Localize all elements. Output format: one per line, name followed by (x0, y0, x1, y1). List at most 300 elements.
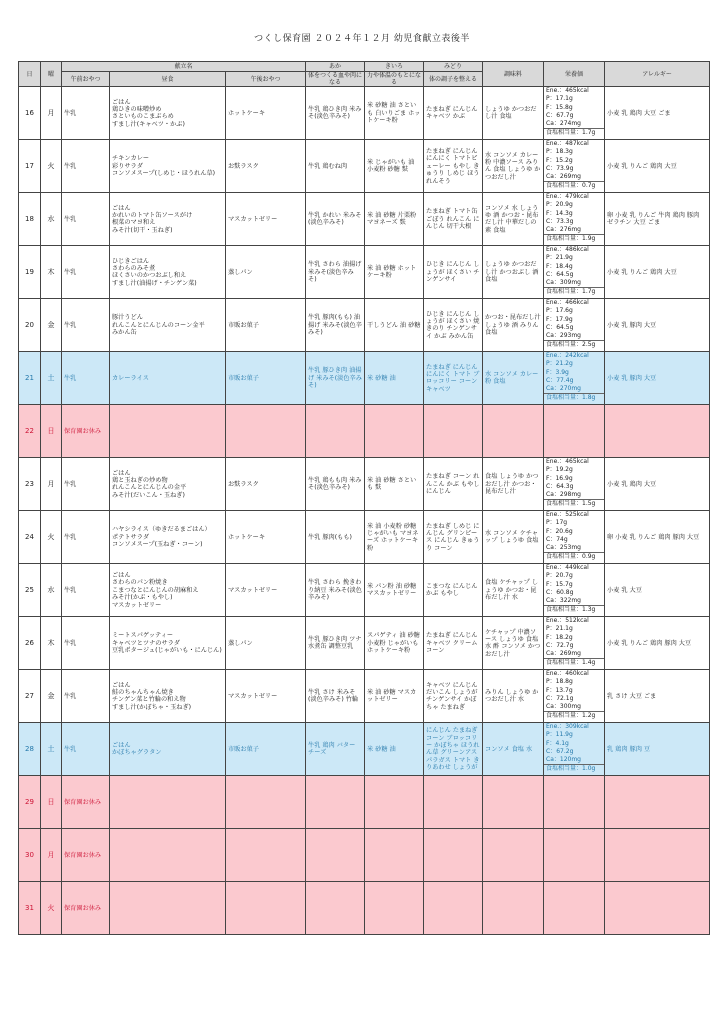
header-dow: 曜 (41, 62, 62, 87)
salt-equivalent: 食塩相当量：0.7g (544, 181, 604, 190)
lunch-dish: すまし汁(かぼちゃ・玉ねぎ) (112, 703, 192, 711)
table-row (19, 140, 710, 193)
red-foods-cell: 牛乳 鶏むね肉 (306, 140, 365, 193)
yellow-foods-cell: 米 砂糖 油 (365, 723, 424, 776)
nutrition-value: C：73.3g (546, 217, 574, 225)
nutrition-value: Ca：298mg (546, 490, 581, 498)
red-foods-cell: 牛乳 鶏もも肉 米みそ(淡色辛みそ) (306, 458, 365, 511)
red-foods-cell (306, 405, 365, 458)
nutrition-value: Ca：269mg (546, 649, 581, 657)
salt-equivalent: 食塩相当量：1.8g (544, 393, 604, 402)
lunch-dish: ハヤシライス（ゆきだるまごはん） (112, 526, 211, 534)
red-foods-cell: 牛乳 豚ひき肉 油揚げ 米みそ(淡色辛みそ) (306, 352, 365, 405)
allergy-cell (605, 405, 710, 458)
day-cell: 28 (19, 723, 41, 776)
nutrition-value: Ene.：486kcal (546, 246, 589, 254)
header-red-foods: 体をつくる血や肉になる (306, 72, 365, 87)
nutrition-cell (544, 882, 605, 935)
header-morning-snack: 午前おやつ (62, 72, 110, 87)
allergy-cell: 小麦 乳 りんご 鶏肉 大豆 (605, 140, 710, 193)
nutrition-value: Ca：253mg (546, 543, 581, 551)
nutrition-value: F：18.2g (546, 633, 573, 641)
header-row-1 (19, 62, 710, 72)
lunch-cell (110, 723, 226, 776)
table-row (19, 776, 710, 829)
yellow-foods-cell: 米 油 砂糖 さといも 麩 (365, 458, 424, 511)
salt-equivalent: 食塩相当量：1.5g (544, 499, 604, 508)
day-cell: 25 (19, 564, 41, 617)
yellow-foods-cell (365, 829, 424, 882)
header-day: 日 (19, 62, 41, 87)
allergy-cell (605, 882, 710, 935)
nutrition-value: F：17.9g (546, 315, 573, 323)
nutrition-value: F：15.8g (546, 103, 573, 111)
nutrition-value: P：17.1g (546, 95, 573, 103)
yellow-foods-cell: 米 油 砂糖 片栗粉 マヨネーズ 麩 (365, 193, 424, 246)
lunch-dish: ごはん (112, 741, 131, 749)
lunch-cell (110, 405, 226, 458)
nutrition-value: F：4.1g (546, 739, 569, 747)
weekday-cell: 月 (41, 829, 62, 882)
nutrition-value: Ca：322mg (546, 596, 581, 604)
lunch-dish: 根菜のマヨ和え (112, 219, 156, 227)
lunch-dish: すまし汁(キャベツ・かぶ) (112, 120, 185, 128)
green-foods-cell: たまねぎ トマト缶 ごぼう れんこん にんじん 切干大根 (424, 193, 483, 246)
lunch-dish: ごはん (112, 469, 131, 477)
nutrition-cell (544, 246, 605, 299)
nutrition-value: C：67.2g (546, 747, 574, 755)
nutrition-cell (544, 564, 605, 617)
yellow-foods-cell: 米 パン粉 油 砂糖 マスカットゼリー (365, 564, 424, 617)
header-red-group: あか (306, 62, 365, 72)
header-afternoon-snack: 午後おやつ (226, 72, 306, 87)
lunch-dish: こまつなとにんじんの胡麻和え (112, 586, 199, 594)
seasoning-cell: 食塩 しょうゆ かつおだし汁 かつお・昆布だし汁 (483, 458, 544, 511)
nutrition-value: P：21.2g (546, 360, 573, 368)
lunch-dish: れんこんとにんじんの金平 (112, 484, 187, 492)
lunch-dish: さといものこまぶらめ (112, 113, 174, 121)
lunch-dish: さわらのみそ煮 (112, 264, 156, 272)
red-foods-cell (306, 882, 365, 935)
lunch-dish: カレーライス (112, 374, 149, 382)
green-foods-cell: たまねぎ にんじん にんにく トマトピューレー もやし きゅうり しめじ ほうれんそう (424, 140, 483, 193)
lunch-cell (110, 564, 226, 617)
weekday-cell: 土 (41, 723, 62, 776)
yellow-foods-cell: 米 油 小麦粉 砂糖 じゃがいも マヨネーズ ホットケーキ粉 (365, 511, 424, 564)
afternoon-snack-cell: 蒸しパン (226, 617, 306, 670)
red-foods-cell: 牛乳 さわら 挽きわり納豆 米みそ(淡色辛みそ) (306, 564, 365, 617)
day-cell: 18 (19, 193, 41, 246)
table-row (19, 299, 710, 352)
table-row (19, 458, 710, 511)
nutrition-value: Ene.：242kcal (546, 352, 589, 360)
header-yellow-group: きいろ (365, 62, 424, 72)
seasoning-cell: コンソメ 食塩 水 (483, 723, 544, 776)
lunch-dish: ポテトサラダ (112, 533, 150, 541)
yellow-foods-cell: 米 油 砂糖 マスカットゼリー (365, 670, 424, 723)
nutrition-value: C：60.8g (546, 588, 574, 596)
afternoon-snack-cell (226, 829, 306, 882)
seasoning-cell (483, 882, 544, 935)
morning-snack-cell: 保育園お休み (62, 405, 110, 458)
nutrition-cell (544, 140, 605, 193)
nutrition-value: Ene.：487kcal (546, 140, 589, 148)
table-row (19, 617, 710, 670)
green-foods-cell: ひじき にんじん しょうが ほくさい 焼きのり チンゲンサイ かぶ みかん缶 (424, 299, 483, 352)
nutrition-value: Ca：293mg (546, 331, 581, 339)
yellow-foods-cell (365, 882, 424, 935)
afternoon-snack-cell: 市販お菓子 (226, 352, 306, 405)
lunch-dish: れんこんとにんじんのコーン金平 (112, 321, 205, 329)
lunch-cell (110, 140, 226, 193)
nutrition-value: Ene.：479kcal (546, 193, 589, 201)
lunch-dish: 鮭のちゃんちゃん焼き (112, 688, 174, 696)
lunch-dish: みそ汁(だいこん・玉ねぎ) (112, 491, 185, 499)
nutrition-value: Ca：276mg (546, 225, 581, 233)
nutrition-value: Ene.：465kcal (546, 458, 589, 466)
day-cell: 24 (19, 511, 41, 564)
header-green-foods: 体の調子を整える (424, 72, 483, 87)
nutrition-value: F：14.3g (546, 209, 573, 217)
seasoning-cell: しょうゆ かつおだし汁 かつおぶし 酒 食塩 (483, 246, 544, 299)
weekday-cell: 水 (41, 564, 62, 617)
allergy-cell: 小麦 乳 りんご 鶏肉 豚肉 大豆 (605, 617, 710, 670)
table-row (19, 511, 710, 564)
nutrition-value: C：64.5g (546, 323, 574, 331)
seasoning-cell (483, 405, 544, 458)
seasoning-cell: みりん しょうゆ かつおだし汁 水 (483, 670, 544, 723)
day-cell: 29 (19, 776, 41, 829)
table-row (19, 352, 710, 405)
day-cell: 22 (19, 405, 41, 458)
lunch-dish: ごはん (112, 681, 131, 689)
red-foods-cell (306, 829, 365, 882)
allergy-cell: 小麦 乳 りんご 鶏肉 大豆 (605, 246, 710, 299)
seasoning-cell: ケチャップ 中濃ソース しょうゆ 食塩 水 酢 コンソメ かつおだし汁 (483, 617, 544, 670)
nutrition-cell (544, 405, 605, 458)
nutrition-value: C：74g (546, 535, 568, 543)
green-foods-cell: キャベツ にんじん だいこん しょうが チンゲンサイ かぼちゃ たまねぎ (424, 670, 483, 723)
lunch-dish: みそ汁(かぶ・もやし) (112, 594, 173, 602)
menu-body (19, 87, 710, 935)
seasoning-cell: しょうゆ かつおだし汁 食塩 (483, 87, 544, 140)
nutrition-value: F：13.7g (546, 686, 573, 694)
table-row (19, 246, 710, 299)
allergy-cell: 乳 さけ 大豆 ごま (605, 670, 710, 723)
nutrition-value: P：21.1g (546, 625, 573, 633)
weekday-cell: 火 (41, 511, 62, 564)
nutrition-value: Ca：309mg (546, 278, 581, 286)
day-cell: 16 (19, 87, 41, 140)
seasoning-cell: 食塩 ケチャップ しょうゆ かつお・昆布だし汁 水 (483, 564, 544, 617)
nutrition-value: F：16.9g (546, 474, 573, 482)
red-foods-cell: 牛乳 豚ひき肉 ツナ水煮缶 調整豆乳 (306, 617, 365, 670)
nutrition-value: P：20.9g (546, 201, 573, 209)
nutrition-value: Ene.：525kcal (546, 511, 589, 519)
lunch-dish: 彩りサラダ (112, 162, 143, 170)
nutrition-value: P：17.6g (546, 307, 573, 315)
seasoning-cell: コンソメ 水 しょうゆ 酒 かつお・昆布だし汁 中華だしの素 食塩 (483, 193, 544, 246)
weekday-cell: 火 (41, 882, 62, 935)
nutrition-value: C：73.9g (546, 164, 574, 172)
seasoning-cell: 水 コンソメ ケチャップ しょうゆ 食塩 (483, 511, 544, 564)
nutrition-value: C：67.7g (546, 111, 574, 119)
nutrition-value: P：20.7g (546, 572, 573, 580)
red-foods-cell: 牛乳 鶏肉 バター チーズ (306, 723, 365, 776)
day-cell: 27 (19, 670, 41, 723)
afternoon-snack-cell (226, 882, 306, 935)
nutrition-value: Ca：274mg (546, 119, 581, 127)
lunch-dish: マスカットゼリー (112, 601, 162, 609)
table-row (19, 670, 710, 723)
nutrition-cell (544, 723, 605, 776)
day-cell: 31 (19, 882, 41, 935)
lunch-dish: チキンカレー (112, 155, 150, 163)
yellow-foods-cell: 米 砂糖 油 さといも 白いりごま ホットケーキ粉 (365, 87, 424, 140)
green-foods-cell: ひじき にんじん しょうが ほくさい チンゲンサイ (424, 246, 483, 299)
allergy-cell (605, 829, 710, 882)
afternoon-snack-cell (226, 776, 306, 829)
lunch-cell (110, 352, 226, 405)
table-row (19, 564, 710, 617)
header-green-group: みどり (424, 62, 483, 72)
afternoon-snack-cell: マスカットゼリー (226, 670, 306, 723)
table-row (19, 87, 710, 140)
weekday-cell: 火 (41, 140, 62, 193)
document-title: つくし保育園 ２０２４年１２月 幼児食献立表後半 (254, 34, 470, 44)
afternoon-snack-cell: お麩ラスク (226, 140, 306, 193)
weekday-cell: 日 (41, 405, 62, 458)
lunch-dish: 鶏と玉ねぎの炒め物 (112, 476, 168, 484)
nutrition-value: C：72.7g (546, 641, 574, 649)
lunch-cell (110, 511, 226, 564)
allergy-cell: 卵 小麦 乳 りんご 鶏肉 豚肉 大豆 (605, 511, 710, 564)
salt-equivalent: 食塩相当量：1.4g (544, 658, 604, 667)
nutrition-value: P：21.9g (546, 254, 573, 262)
salt-equivalent: 食塩相当量：1.2g (544, 711, 604, 720)
morning-snack-cell: 牛乳 (62, 246, 110, 299)
salt-equivalent: 食塩相当量：0.9g (544, 552, 604, 561)
morning-snack-cell: 保育園お休み (62, 776, 110, 829)
nutrition-value: Ene.：466kcal (546, 299, 589, 307)
nutrition-value: Ene.：465kcal (546, 87, 589, 95)
table-row (19, 193, 710, 246)
weekday-cell: 月 (41, 458, 62, 511)
nutrition-value: P：18.3g (546, 148, 573, 156)
seasoning-cell: かつお・昆布だし汁 しょうゆ 酒 みりん 食塩 (483, 299, 544, 352)
lunch-dish: ごはん (112, 204, 131, 212)
green-foods-cell (424, 829, 483, 882)
nutrition-value: F：3.9g (546, 368, 569, 376)
nutrition-cell (544, 87, 605, 140)
green-foods-cell: たまねぎ にんじん キャベツ クリームコーン (424, 617, 483, 670)
lunch-cell (110, 246, 226, 299)
seasoning-cell: 水 コンソメ カレー粉 中濃ソース みりん 食塩 しょうゆ かつおだし汁 (483, 140, 544, 193)
menu-table (18, 61, 710, 935)
salt-equivalent: 食塩相当量：1.0g (544, 764, 604, 773)
salt-equivalent: 食塩相当量：1.7g (544, 287, 604, 296)
nutrition-cell (544, 193, 605, 246)
afternoon-snack-cell: マスカットゼリー (226, 193, 306, 246)
allergy-cell: 小麦 乳 鶏肉 大豆 ごま (605, 87, 710, 140)
green-foods-cell (424, 776, 483, 829)
header-menu-group: 献立名 (62, 62, 306, 72)
day-cell: 23 (19, 458, 41, 511)
green-foods-cell: たまねぎ にんじん にんにく トマト ブロッコリー コーン キャベツ (424, 352, 483, 405)
nutrition-value: C：64.5g (546, 270, 574, 278)
header-lunch: 昼食 (110, 72, 226, 87)
lunch-cell (110, 617, 226, 670)
lunch-dish: すまし汁(油揚げ・チンゲン菜) (112, 279, 197, 287)
allergy-cell: 卵 小麦 乳 りんご 牛肉 鶏肉 豚肉 ゼラチン 大豆 ごま (605, 193, 710, 246)
lunch-dish: ごはん (112, 571, 131, 579)
morning-snack-cell: 牛乳 (62, 87, 110, 140)
yellow-foods-cell: 米 じゃがいも 油 小麦粉 砂糖 麩 (365, 140, 424, 193)
nutrition-value: Ca：120mg (546, 755, 581, 763)
yellow-foods-cell: スパゲティ 油 砂糖 小麦粉 じゃがいも ホットケーキ粉 (365, 617, 424, 670)
red-foods-cell: 牛乳 かれい 米みそ(淡色辛みそ) (306, 193, 365, 246)
red-foods-cell: 牛乳 豚肉(もも) 油揚げ 米みそ(淡色辛みそ) (306, 299, 365, 352)
nutrition-cell (544, 511, 605, 564)
weekday-cell: 月 (41, 87, 62, 140)
weekday-cell: 木 (41, 246, 62, 299)
lunch-dish: ミートスパゲッティー (112, 632, 174, 640)
nutrition-cell (544, 299, 605, 352)
green-foods-cell: たまねぎ しめじ にんじん グリンピース にんじん きゅうり コーン (424, 511, 483, 564)
green-foods-cell: たまねぎ コーン れんこん かぶ もやし にんじん (424, 458, 483, 511)
lunch-dish: ほくさいのかつおぶし和え (112, 272, 187, 280)
lunch-dish: さわらのパン粉焼き (112, 579, 168, 587)
nutrition-value: C：64.3g (546, 482, 574, 490)
lunch-dish: 豚汁うどん (112, 314, 143, 322)
lunch-dish: ごはん (112, 98, 131, 106)
day-cell: 17 (19, 140, 41, 193)
morning-snack-cell: 牛乳 (62, 299, 110, 352)
afternoon-snack-cell (226, 405, 306, 458)
nutrition-value: F：15.7g (546, 580, 573, 588)
lunch-dish: みかん缶 (112, 329, 137, 337)
header-seasoning: 調味料 (483, 62, 544, 87)
morning-snack-cell: 牛乳 (62, 617, 110, 670)
lunch-dish: コンソメスープ(玉ねぎ・コーン) (112, 541, 203, 549)
nutrition-value: P：17g (546, 519, 568, 527)
day-cell: 30 (19, 829, 41, 882)
red-foods-cell (306, 776, 365, 829)
afternoon-snack-cell: 蒸しパン (226, 246, 306, 299)
green-foods-cell: たまねぎ にんじん キャベツ かぶ (424, 87, 483, 140)
nutrition-value: P：11.9g (546, 731, 573, 739)
morning-snack-cell: 牛乳 (62, 723, 110, 776)
morning-snack-cell: 保育園お休み (62, 829, 110, 882)
yellow-foods-cell: 干しうどん 油 砂糖 (365, 299, 424, 352)
red-foods-cell: 牛乳 さわら 油揚げ 米みそ(淡色辛みそ) (306, 246, 365, 299)
weekday-cell: 日 (41, 776, 62, 829)
salt-equivalent: 食塩相当量：1.9g (544, 234, 604, 243)
nutrition-value: F：18.4g (546, 262, 573, 270)
lunch-cell (110, 193, 226, 246)
header-allergy: アレルギー (605, 62, 710, 87)
afternoon-snack-cell: 市販お菓子 (226, 723, 306, 776)
weekday-cell: 水 (41, 193, 62, 246)
day-cell: 21 (19, 352, 41, 405)
nutrition-value: Ene.：309kcal (546, 723, 589, 731)
lunch-dish: かれいのトマト缶ソースがけ (112, 211, 193, 219)
lunch-cell (110, 458, 226, 511)
yellow-foods-cell (365, 776, 424, 829)
lunch-cell (110, 670, 226, 723)
nutrition-value: Ca：270mg (546, 384, 581, 392)
green-foods-cell (424, 405, 483, 458)
afternoon-snack-cell: ホットケーキ (226, 87, 306, 140)
morning-snack-cell: 牛乳 (62, 511, 110, 564)
nutrition-value: Ca：300mg (546, 702, 581, 710)
nutrition-value: F：15.2g (546, 156, 573, 164)
morning-snack-cell: 牛乳 (62, 564, 110, 617)
allergy-cell: 小麦 乳 大豆 (605, 564, 710, 617)
yellow-foods-cell: 米 油 砂糖 ホットケーキ粉 (365, 246, 424, 299)
red-foods-cell: 牛乳 豚肉(もも) (306, 511, 365, 564)
green-foods-cell (424, 882, 483, 935)
green-foods-cell: にんじん たまねぎ コーン ブロッコリー かぼちゃ ほうれん草 グリーンアスパラガス トマト きりあわせ しょうが (424, 723, 483, 776)
morning-snack-cell: 牛乳 (62, 140, 110, 193)
allergy-cell: 小麦 乳 豚肉 大豆 (605, 352, 710, 405)
lunch-dish: みそ汁(切干・玉ねぎ) (112, 226, 173, 234)
nutrition-value: P：19.2g (546, 466, 573, 474)
day-cell: 20 (19, 299, 41, 352)
nutrition-value: Ca：269mg (546, 172, 581, 180)
red-foods-cell: 牛乳 さけ 米みそ(淡色辛みそ) 竹輪 (306, 670, 365, 723)
lunch-dish: チンゲン菜と竹輪の和え物 (112, 696, 186, 704)
nutrition-value: C：77.4g (546, 376, 574, 384)
nutrition-cell (544, 776, 605, 829)
lunch-cell (110, 776, 226, 829)
lunch-dish: かぼちゃグラタン (112, 749, 162, 757)
seasoning-cell (483, 776, 544, 829)
afternoon-snack-cell: ホットケーキ (226, 511, 306, 564)
weekday-cell: 木 (41, 617, 62, 670)
lunch-cell (110, 299, 226, 352)
salt-equivalent: 食塩相当量：1.7g (544, 128, 604, 137)
weekday-cell: 金 (41, 670, 62, 723)
morning-snack-cell: 牛乳 (62, 670, 110, 723)
table-row (19, 829, 710, 882)
weekday-cell: 金 (41, 299, 62, 352)
lunch-cell (110, 882, 226, 935)
header-nutrition: 栄養価 (544, 62, 605, 87)
day-cell: 19 (19, 246, 41, 299)
seasoning-cell: 水 コンソメ カレー粉 食塩 (483, 352, 544, 405)
nutrition-cell (544, 458, 605, 511)
yellow-foods-cell (365, 405, 424, 458)
salt-equivalent: 食塩相当量：2.5g (544, 340, 604, 349)
morning-snack-cell: 牛乳 (62, 193, 110, 246)
lunch-cell (110, 829, 226, 882)
nutrition-value: C：72.1g (546, 694, 574, 702)
allergy-cell (605, 776, 710, 829)
lunch-dish: コンソメスープ(しめじ・ほうれん草) (112, 170, 216, 178)
nutrition-cell (544, 829, 605, 882)
header-yellow-foods: 力や体温のもとになる (365, 72, 424, 87)
morning-snack-cell: 牛乳 (62, 352, 110, 405)
red-foods-cell: 牛乳 鶏ひき肉 米みそ(淡色辛みそ) (306, 87, 365, 140)
morning-snack-cell: 牛乳 (62, 458, 110, 511)
nutrition-value: F：20.6g (546, 527, 573, 535)
green-foods-cell: こまつな にんじん かぶ もやし (424, 564, 483, 617)
table-row (19, 723, 710, 776)
nutrition-cell (544, 670, 605, 723)
lunch-dish: 豆乳ポタージュ(じゃがいも・にんじん) (112, 647, 222, 655)
nutrition-value: Ene.：460kcal (546, 670, 589, 678)
